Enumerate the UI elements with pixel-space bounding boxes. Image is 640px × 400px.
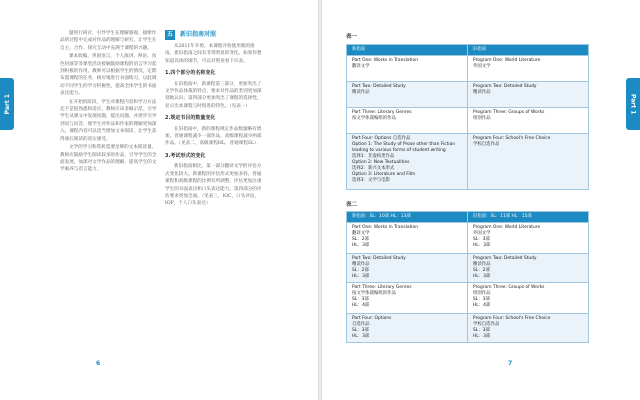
cell-line: 翻译文学: [352, 64, 370, 69]
part-tab-left: Part 1: [0, 78, 14, 130]
cell-line: Part Two: Detailed Study: [352, 84, 406, 89]
cell-line: HL：4部: [352, 303, 370, 308]
cell-line: HL：3部: [352, 243, 370, 248]
cell-line: 精读作品: [352, 90, 370, 95]
table-1-header-old: 旧指南: [468, 45, 589, 56]
left-column-text: [60, 30, 158, 175]
cell-line: 精读作品: [473, 90, 491, 95]
cell-line: 组别作品: [473, 291, 491, 296]
subsection-text: 在旧指南中，新课程第三部分，更加突出了文学作品体裁的特点，要求对作品的类别更加深刻地认识；第四部分更加突出了课程的选择性，显示出本课程与时俱进的特色。（见表一）: [165, 81, 262, 109]
cell-line: Part Two: Detailed Study: [352, 256, 406, 261]
cell-line: Program Four: School's Free Choice: [473, 316, 551, 321]
table-1-label: 表一: [346, 34, 358, 40]
subsection-heading: 1.四个部分的名称变化: [165, 70, 216, 77]
cell-line: 自选作品: [352, 322, 370, 327]
cell-line: 精读作品: [352, 262, 370, 267]
cell-line: Part Three: Literary Genres: [352, 285, 412, 290]
table-cell: [347, 283, 468, 314]
cell-line: 选择1：非虚构类作品: [352, 154, 395, 159]
cell-line: Program One: World Literature: [473, 225, 541, 230]
cell-line: SL：2部: [352, 268, 369, 273]
table-cell: [347, 254, 468, 283]
cell-line: Part One: Works in Translation: [352, 225, 418, 230]
table-2-header-old: 旧指南：SL：11部 HL：15部: [468, 212, 589, 223]
table-cell: [347, 82, 468, 108]
cell-line: Option 3: Literature and Film: [352, 172, 416, 177]
table-row: [347, 223, 589, 254]
table-cell: [468, 108, 589, 134]
table-2-label: 表二: [346, 202, 358, 208]
table-row: [347, 134, 589, 190]
table-row: [347, 254, 589, 283]
table-row: [347, 314, 589, 343]
paragraph: 题进行研讨，引导学生在理解感观、揣摩作品的过程中完成对作品的理解与研究，让学生在自主、合作、探究互动中充满于课程的兴趣。: [60, 31, 157, 51]
table-row: [347, 283, 589, 314]
table-cell: [468, 56, 589, 82]
cell-line: 组别作品: [473, 116, 491, 121]
cell-line: Program Three: Groups of Works: [473, 285, 545, 290]
book-gutter: [318, 0, 322, 400]
section-comparison: [165, 30, 263, 209]
table-cell: [347, 314, 468, 343]
cell-line: Part Four: Options: [352, 316, 392, 321]
table-cell: [347, 56, 468, 82]
table-cell: [468, 254, 589, 283]
table-2-header-new: 新指南：SL：10部 HL：13部: [347, 212, 468, 223]
table-cell: [347, 108, 468, 134]
table-cell: [468, 82, 589, 108]
table-1: [346, 44, 589, 190]
cell-line: Program One: World Literature: [473, 58, 541, 63]
cell-line: HL：3部: [473, 243, 491, 248]
cell-line: 学校自选作品: [473, 142, 500, 147]
cell-line: SL：3部: [352, 297, 369, 302]
cell-line: SL：2部: [352, 237, 369, 242]
cell-line: 按文学体裁编组的作品: [352, 116, 396, 121]
paragraph: 文学的学习和赏析需要足够的文本阅读量，教师应鼓励学生阅读较多的作品，引导学生的全面发展，加深对文学作品的理解，提高学生的文学素养与语言能力。: [60, 145, 157, 173]
section-number: 五: [166, 31, 173, 38]
cell-line: 翻译文学: [352, 231, 370, 236]
cell-line: Program Three: Groups of Works: [473, 110, 545, 115]
table-1-header-new: 新指南: [347, 45, 468, 56]
table-cell: [468, 314, 589, 343]
cell-line: leading to various forms of student writing: [352, 148, 446, 153]
subsection-heading: 2.规定书目的数量变化: [165, 115, 216, 122]
table-row: [347, 56, 589, 82]
table-2: [346, 211, 589, 343]
cell-line: HL：3部: [352, 274, 370, 279]
table-cell: [468, 223, 589, 254]
section-title: 新旧指南对照: [180, 31, 217, 39]
cell-line: Option 2: New Textualities: [352, 160, 410, 165]
table-cell: [468, 283, 589, 314]
cell-line: 按文学体裁编组的作品: [352, 291, 396, 296]
cell-line: SL：3部: [473, 328, 490, 333]
cell-line: 选择3：文学与电影: [352, 178, 390, 183]
paragraph: 在开始的阶段，学生对课程内容和学习方法还不是很熟悉和适应，教师应该多做示范。引导学生从课文中发现问题，提出问题，并逐步引导到问与问答，使学生对作品和作家的理解更加深入。课程内容可以适当增加文本阅读，让学生获得课后阅读的真实感受。: [60, 99, 157, 142]
cell-line: Part One: Works in Translation: [352, 58, 418, 63]
table-row: [347, 82, 589, 108]
cell-line: Program Two: Detailed Study: [473, 256, 537, 261]
cell-line: Option 1: The Study of Prose other than Fiction: [352, 142, 456, 147]
cell-line: HL：4部: [473, 303, 491, 308]
subsection-heading: 3.考试形式的变化: [165, 152, 206, 159]
table-cell: [347, 134, 468, 190]
cell-line: 学校自选作品: [473, 322, 500, 327]
table-cell: [468, 134, 589, 190]
paragraph: 课本收编，巩固语言，个人演讲、辩论、角色扮演等等课堂活动接触鼓励课程的语言学习起到积极的作用。教师可以根据学生的情况，定期布置课程的任务，相应地进行书面练习，以此调动不同学生的学习积极性，提高全体学生的书面表达能力。: [60, 54, 157, 97]
cell-line: HL：3部: [473, 334, 491, 339]
cell-line: SL：3部: [473, 237, 490, 242]
cell-line: SL：3部: [352, 328, 369, 333]
cell-line: Program Four: School's Free Choice: [473, 136, 551, 141]
cell-line: HL：3部: [473, 274, 491, 279]
cell-line: 外国文学: [473, 231, 491, 236]
table-row: [347, 108, 589, 134]
cell-line: SL：2部: [473, 268, 490, 273]
section-heading: [165, 30, 263, 40]
subsection-text: 新旧指南相比，第一部分翻译文学的评估方式变化较大。新课程的评估形式更加多样，普通课程和高级课程的比例有所调整，评估更加注重学生的书面表达和口头表达能力。第四部分的评估要求更加全面。（见表三，IOC，口头评论，IOP，个人口头表达）: [165, 164, 262, 207]
cell-line: 外国文学: [473, 64, 491, 69]
cell-line: Part Three: Literary Genres: [352, 110, 412, 115]
cell-line: Program Two: Detailed Study: [473, 84, 537, 89]
cell-line: Part Four: Options 自选作品: [352, 136, 411, 141]
subsection-text: 在旧指南中，新的课程规定作品数量略有增加，普通课程减少一部作品，高级课程减少两部作品。（见表二，高级课程HL，普通课程SL）: [165, 126, 262, 147]
cell-line: SL：3部: [473, 297, 490, 302]
table-cell: [347, 223, 468, 254]
cell-line: HL：3部: [352, 334, 370, 339]
page-number-left: 6: [96, 360, 101, 367]
section-intro: 从2011年开始，本课程开始使用新的指南。新旧指南之间有非常明显的变化。如果你想知道具体的细节，可以对照查看下页表。: [165, 44, 262, 64]
cell-line: 精读作品: [473, 262, 491, 267]
cell-line: 选择2：新兴文本形式: [352, 166, 395, 171]
page-number-right: 7: [508, 360, 513, 367]
part-tab-right: Part 1: [626, 78, 640, 130]
